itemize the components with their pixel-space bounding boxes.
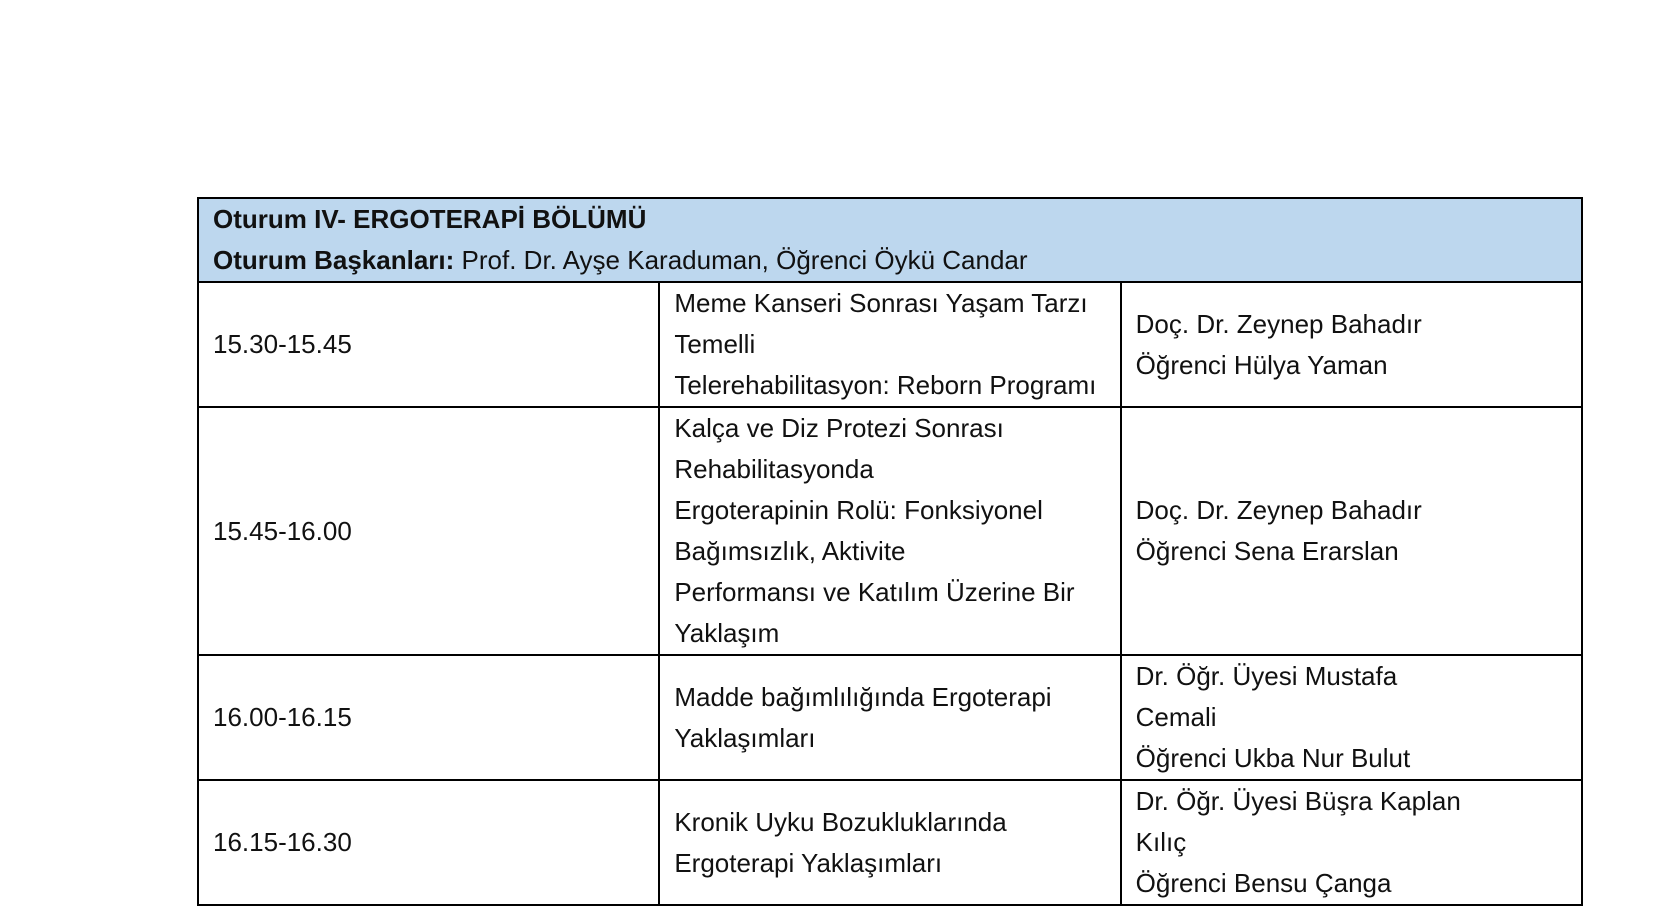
- session-chairs-line: [213, 240, 1567, 281]
- topic-line: Kalça ve Diz Protezi Sonrası Rehabilitasyonda: [674, 413, 1004, 484]
- topic-line: Kronik Uyku Bozukluklarında Ergoterapi Yaklaşımları: [674, 806, 1007, 878]
- speaker-line: Öğrenci Hülya Yaman: [1135, 349, 1388, 380]
- topic-cell: [659, 282, 1120, 407]
- topic-line: Madde bağımlılığında Ergoterapi Yaklaşımları: [674, 681, 1052, 753]
- speaker-cell: [1121, 407, 1582, 655]
- speaker-line: Doç. Dr. Zeynep Bahadır: [1135, 495, 1422, 525]
- session-header-row: [198, 198, 1582, 282]
- topic-line: Ergoterapinin Rolü: Fonksiyonel Bağımsızlık, Aktivite: [674, 495, 1043, 566]
- topic-cell: [659, 780, 1120, 905]
- speaker-line: Dr. Öğr. Üyesi Mustafa: [1135, 661, 1398, 691]
- topic-line: Telerehabilitasyon: Reborn Programı: [674, 370, 1097, 400]
- speaker-line: Öğrenci Ukba Nur Bulut: [1135, 743, 1411, 773]
- speaker-line: Öğrenci Sena Erarslan: [1135, 536, 1399, 566]
- session-chairs-label: Oturum Başkanları:: [213, 245, 455, 275]
- speaker-line: Cemali: [1135, 702, 1217, 732]
- session-title: Oturum IV- ERGOTERAPİ BÖLÜMÜ: [213, 204, 647, 234]
- speaker-line: Kılıç: [1135, 827, 1187, 857]
- time-cell: 16.15-16.30: [198, 780, 659, 905]
- time-cell: 15.30-15.45: [198, 282, 659, 407]
- table-row: [198, 407, 1582, 655]
- session-schedule-table: [197, 197, 1583, 906]
- table-row: [198, 655, 1582, 780]
- table-row: [198, 282, 1582, 407]
- speaker-line: Doç. Dr. Zeynep Bahadır: [1135, 308, 1422, 339]
- time-cell: 16.00-16.15: [198, 655, 659, 780]
- speaker-line: Dr. Öğr. Üyesi Büşra Kaplan: [1135, 786, 1461, 816]
- session-header-cell: [198, 198, 1582, 282]
- session-chairs: Prof. Dr. Ayşe Karaduman, Öğrenci Öykü Candar: [461, 245, 1028, 275]
- table-row: [198, 780, 1582, 905]
- topic-line: Performansı ve Katılım Üzerine Bir Yaklaşım: [674, 577, 1075, 648]
- topic-line: Meme Kanseri Sonrası Yaşam Tarzı Temelli: [674, 288, 1088, 359]
- topic-cell: [659, 407, 1120, 655]
- time-cell: 15.45-16.00: [198, 407, 659, 655]
- speaker-line: Öğrenci Bensu Çanga: [1135, 868, 1392, 898]
- speaker-cell: [1121, 780, 1582, 905]
- topic-cell: [659, 655, 1120, 780]
- speaker-cell: [1121, 282, 1582, 407]
- speaker-cell: [1121, 655, 1582, 780]
